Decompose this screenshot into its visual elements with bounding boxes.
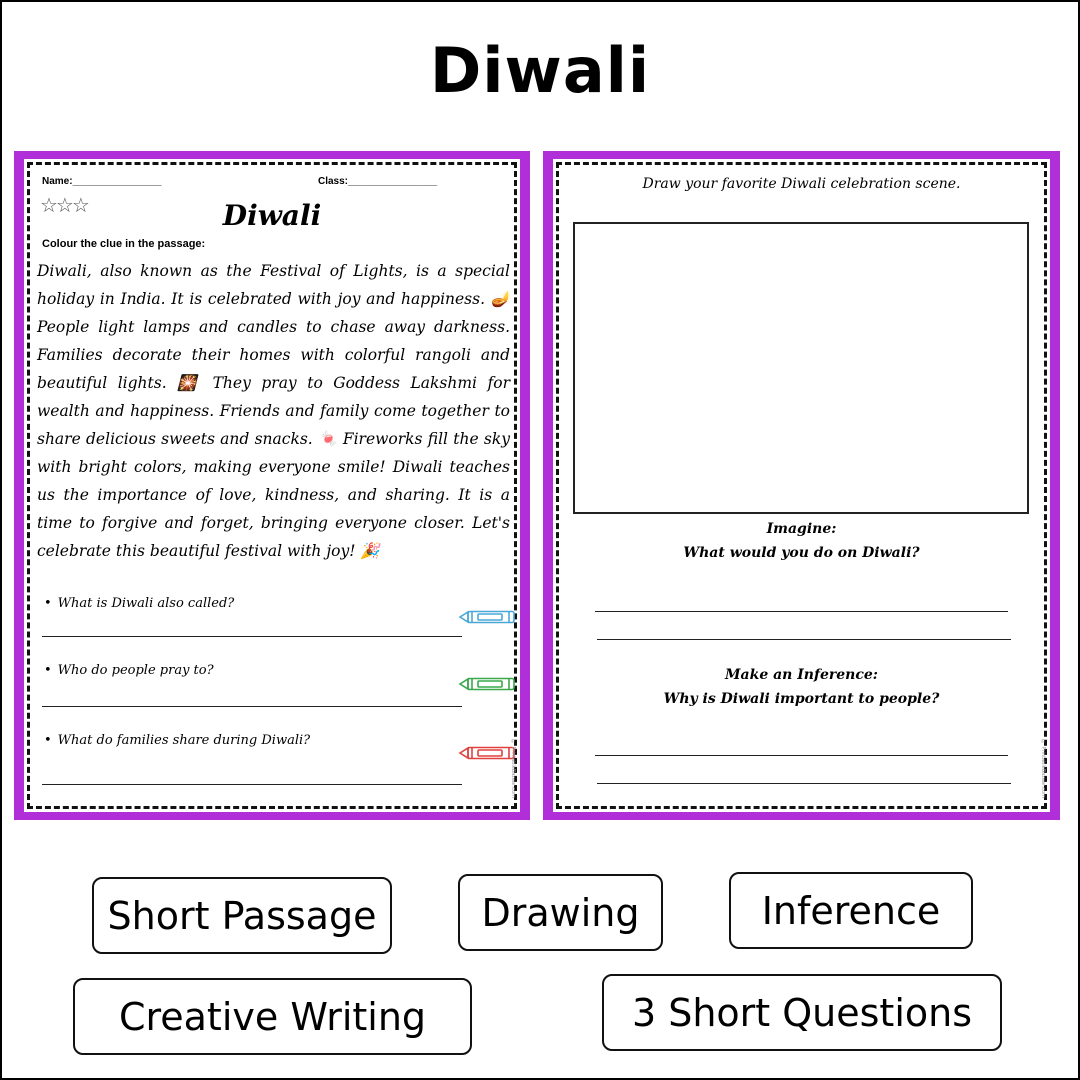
page-title: Diwali bbox=[429, 34, 651, 107]
answer-line bbox=[42, 706, 462, 707]
blue-crayon-icon bbox=[458, 609, 518, 625]
question-2 bbox=[44, 663, 214, 678]
tag-creative-writing: Creative Writing bbox=[73, 978, 472, 1055]
tag-inference: Inference bbox=[729, 872, 973, 949]
name-field-label: Name:________________ bbox=[42, 176, 162, 187]
imagine-label: Imagine: bbox=[766, 521, 837, 537]
answer-line bbox=[597, 639, 1011, 640]
reading-passage: Diwali, also known as the Festival of Lights, is a special holiday in India. It is celebrated with joy and happiness. 🪔 People light lamps and candles to chase away darkness. Families decorate their homes with colorful rangoli and beautiful lights. 🎇 They pray to Goddess Lakshmi for wealth and happiness. Friends and family come together to share delicious sweets and snacks. 🍬 Fireworks fill the sky with bright colors, making everyone smile! Diwali teaches us the importance of love, kindness, and sharing. It is a time to forgive and forget, bringing everyone closer. Let's celebrate this beautiful festival with joy! 🎉 bbox=[37, 262, 510, 560]
answer-line bbox=[595, 611, 1008, 612]
question-1 bbox=[44, 596, 234, 611]
question-3 bbox=[44, 733, 310, 748]
green-crayon-icon bbox=[458, 676, 518, 692]
drawing-box bbox=[573, 222, 1029, 514]
class-field-label: Class:________________ bbox=[318, 176, 437, 187]
question-text: Who do people pray to? bbox=[57, 663, 214, 678]
bullet: • bbox=[44, 596, 52, 611]
clue-instruction: Colour the clue in the passage: bbox=[42, 238, 206, 250]
tag-short-questions: 3 Short Questions bbox=[602, 974, 1002, 1051]
worksheet-page bbox=[24, 159, 520, 812]
copyright-text: © PrintableBazaar.com bbox=[510, 739, 516, 798]
worksheet-page bbox=[553, 159, 1050, 812]
answer-line bbox=[597, 783, 1011, 784]
answer-line bbox=[42, 636, 462, 637]
red-crayon-icon bbox=[458, 745, 518, 761]
question-text: What is Diwali also called? bbox=[57, 596, 235, 611]
draw-prompt: Draw your favorite Diwali celebration scene. bbox=[642, 176, 961, 192]
question-text: What do families share during Diwali? bbox=[57, 733, 311, 748]
tag-short-passage: Short Passage bbox=[92, 877, 392, 954]
worksheet-preview-drawing bbox=[543, 151, 1060, 820]
rating-stars: ☆☆☆ bbox=[40, 193, 88, 217]
imagine-question: What would you do on Diwali? bbox=[683, 545, 920, 561]
tag-drawing: Drawing bbox=[458, 874, 663, 951]
worksheet-title: Diwali bbox=[222, 199, 322, 232]
answer-line bbox=[595, 755, 1008, 756]
inference-question: Why is Diwali important to people? bbox=[663, 691, 940, 707]
answer-line bbox=[42, 784, 462, 785]
bullet: • bbox=[44, 733, 52, 748]
worksheet-preview-passage bbox=[14, 151, 530, 820]
bullet: • bbox=[44, 663, 52, 678]
inference-label: Make an Inference: bbox=[725, 667, 878, 683]
copyright-text: © PrintableBazaar.com bbox=[1040, 739, 1046, 798]
